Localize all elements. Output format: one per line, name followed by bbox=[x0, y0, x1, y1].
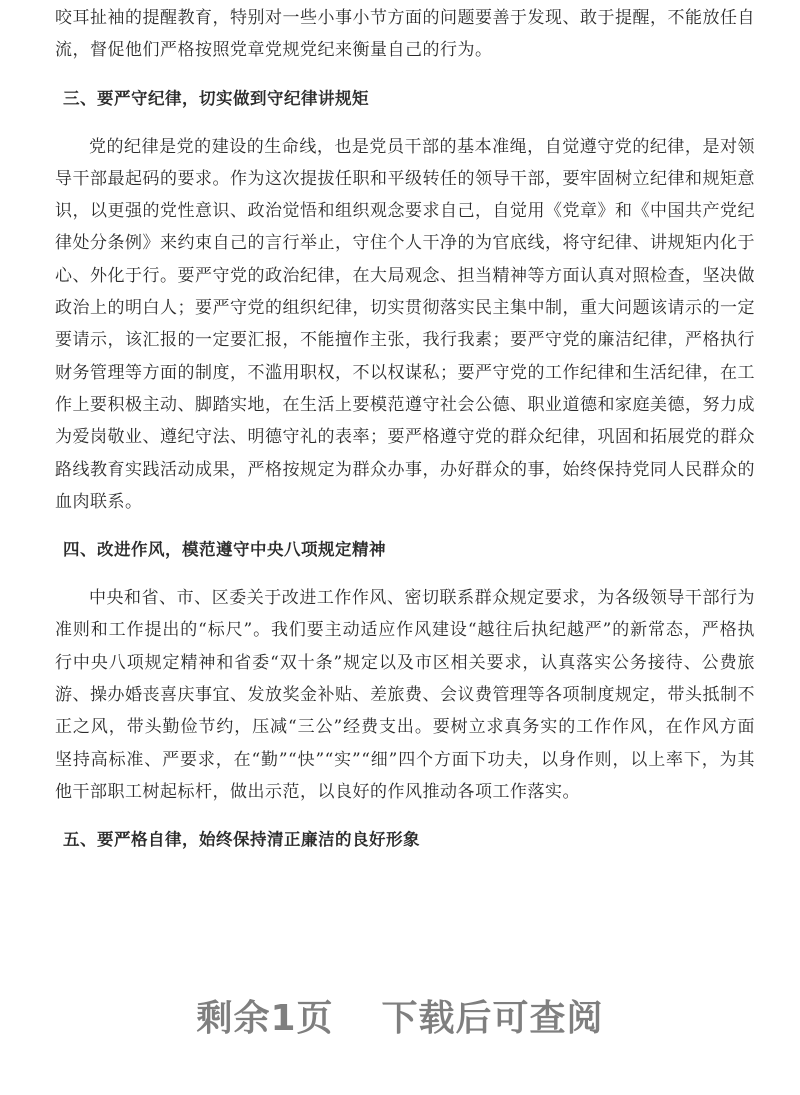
spacer bbox=[55, 518, 755, 534]
download-banner[interactable] bbox=[0, 990, 800, 1041]
paragraph-work-style: 中央和省、市、区委关于改进工作作风、密切联系群众规定要求，为各级领导干部行为准则和工作提出的“标尺”。我们要主动适应作风建设“越往后执纪越严”的新常态，严格执行中央八项规定精神和省委“双十条”规定以及市区相关要求，认真落实公务接待、公费旅游、操办婚丧喜庆事宜、发放奖金补贴、差旅费、会议费管理等各项制度规定，带头抵制不正之风，带头勤俭节约，压减“三公”经费支出。要树立求真务实的工作作风，在作风方面坚持高标准、严要求，在“勤”“快”“实”“细”四个方面下功夫，以身作则，以上率下，为其他干部职工树起标杆，做出示范，以良好的作风推动各项工作落实。 bbox=[55, 588, 755, 802]
spacer bbox=[55, 566, 755, 582]
document-body bbox=[55, 0, 755, 856]
download-to-view-label: 下载后可查阅 bbox=[381, 998, 604, 1039]
spacer bbox=[55, 115, 755, 131]
section-heading-5: 五、要严格自律，始终保持清正廉洁的良好形象 bbox=[63, 830, 420, 850]
section-heading-3: 三、要严守纪律，切实做到守纪律讲规矩 bbox=[63, 88, 369, 108]
paragraph-continuation: 咬耳扯袖的提醒教育，特别对一些小事小节方面的问题要善于发现、敢于提醒，不能放任自流，督促他们严格按照党章党规党纪来衡量自己的行为。 bbox=[55, 8, 755, 61]
section-heading-4: 四、改进作风，模范遵守中央八项规定精神 bbox=[63, 540, 386, 560]
spacer bbox=[55, 67, 755, 83]
paragraph-discipline: 党的纪律是党的建设的生命线，也是党员干部的基本准绳，自觉遵守党的纪律，是对领导干部最起码的要求。作为这次提拔任职和平级转任的领导干部，要牢固树立纪律和规矩意识，以更强的党性意识、政治觉悟和组织观念要求自己，自觉用《党章》和《中国共产党纪律处分条例》来约束自己的言行举止，守住个人干净的为官底线，将守纪律、讲规矩内化于心、外化于行。要严守党的政治纪律，在大局观念、担当精神等方面认真对照检查，坚决做政治上的明白人；要严守党的组织纪律，切实贯彻落实民主集中制，重大问题该请示的一定要请示，该汇报的一定要汇报，不能擅作主张，我行我素；要严守党的廉洁纪律，严格执行财务管理等方面的制度，不滥用职权，不以权谋私；要严守党的工作纪律和生活纪律，在工作上要积极主动、脚踏实地，在生活上要模范遵守社会公德、职业道德和家庭美德，努力成为爱岗敬业、遵纪守法、明德守礼的表率；要严格遵守党的群众纪律，巩固和拓展党的群众路线教育实践活动成果，严格按规定为群众办事，办好群众的事，始终保持党同人民群众的血肉联系。 bbox=[55, 136, 755, 512]
remaining-pages-label: 剩余1页 bbox=[196, 998, 334, 1039]
spacer bbox=[55, 808, 755, 824]
